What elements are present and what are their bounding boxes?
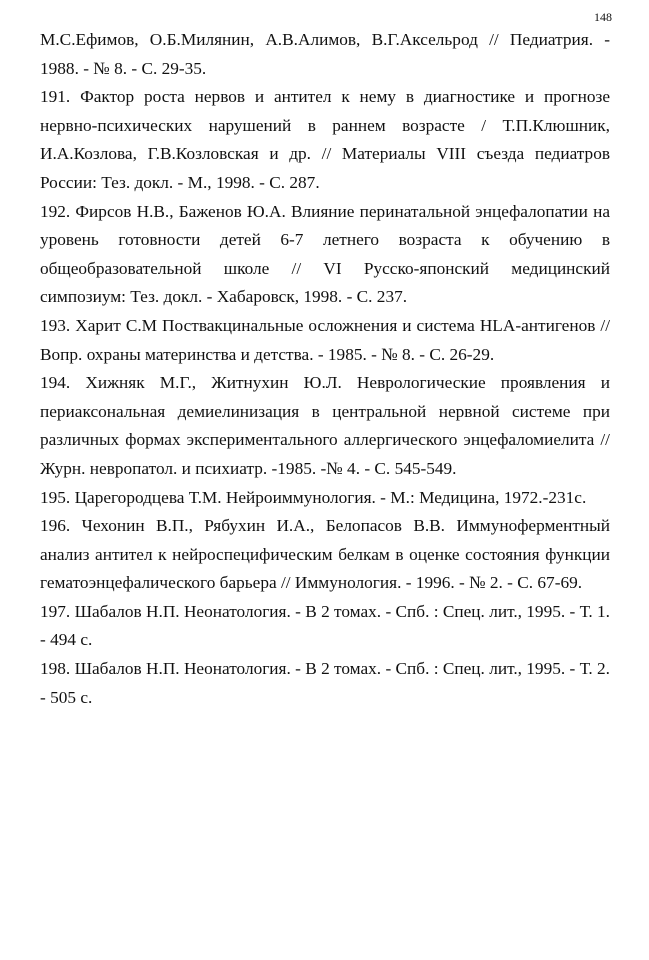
reference-198: 198. Шабалов Н.П. Неонатология. - В 2 томах. - Спб. : Спец. лит., 1995. - Т. 2. - 505 с. (40, 659, 610, 707)
reference-197: 197. Шабалов Н.П. Неонатология. - В 2 томах. - Спб. : Спец. лит., 1995. - Т. 1. - 494 с. (40, 601, 610, 650)
reference-193: 193. Харит С.М Поствакцинальные осложнения и система HLA-антигенов // Вопр. охраны материнства и детства. - 1985. - № 8. - С. 26-29. (40, 315, 610, 364)
reference-194: 194. Хижняк М.Г., Житнухин Ю.Л. Неврологические проявления и периаксональная демиелинизация в центральной нервной системе при различных формах экспериментального аллергического энцефаломиелита // Журн. невропатол. и психиатр. -1985. -№ 4. - С. 545-549. (40, 373, 610, 478)
reference-195: 195. Царегородцева Т.М. Нейроиммунология. - М.: Медицина, 1972.-231с. (40, 487, 587, 507)
reference-192: 192. Фирсов Н.В., Баженов Ю.А. Влияние перинатальной энцефалопатии на уровень готовности детей 6-7 летнего возраста к обучению в общеобразовательной школе // VI Русско-японский медицинский симпозиум: Тез. докл. - Хабаровск, 1998. - С. 237. (40, 201, 610, 307)
reference-list (40, 26, 610, 712)
reference-196: 196. Чехонин В.П., Рябухин И.А., Белопасов В.В. Иммуноферментный анализ антител к нейроспецифическим белкам в оценке состояния функции гематоэнцефалического барьера // Иммунология. - 1996. - № 2. - С. 67-69. (40, 516, 610, 593)
reference-191: 191. Фактор роста нервов и антител к нему в диагностике и прогнозе нервно-психических нарушений в раннем возрасте / Т.П.Клюшник, И.А.Козлова, Г.В.Козловская и др. // Материалы VIII съезда педиатров России: Тез. докл. - М., 1998. - С. 287. (40, 87, 610, 192)
reference-continuation: М.С.Ефимов, О.Б.Милянин, А.В.Алимов, В.Г.Аксельрод // Педиатрия. - 1988. - № 8. - С. 29-35. (40, 30, 610, 78)
page-number: 148 (594, 10, 612, 24)
